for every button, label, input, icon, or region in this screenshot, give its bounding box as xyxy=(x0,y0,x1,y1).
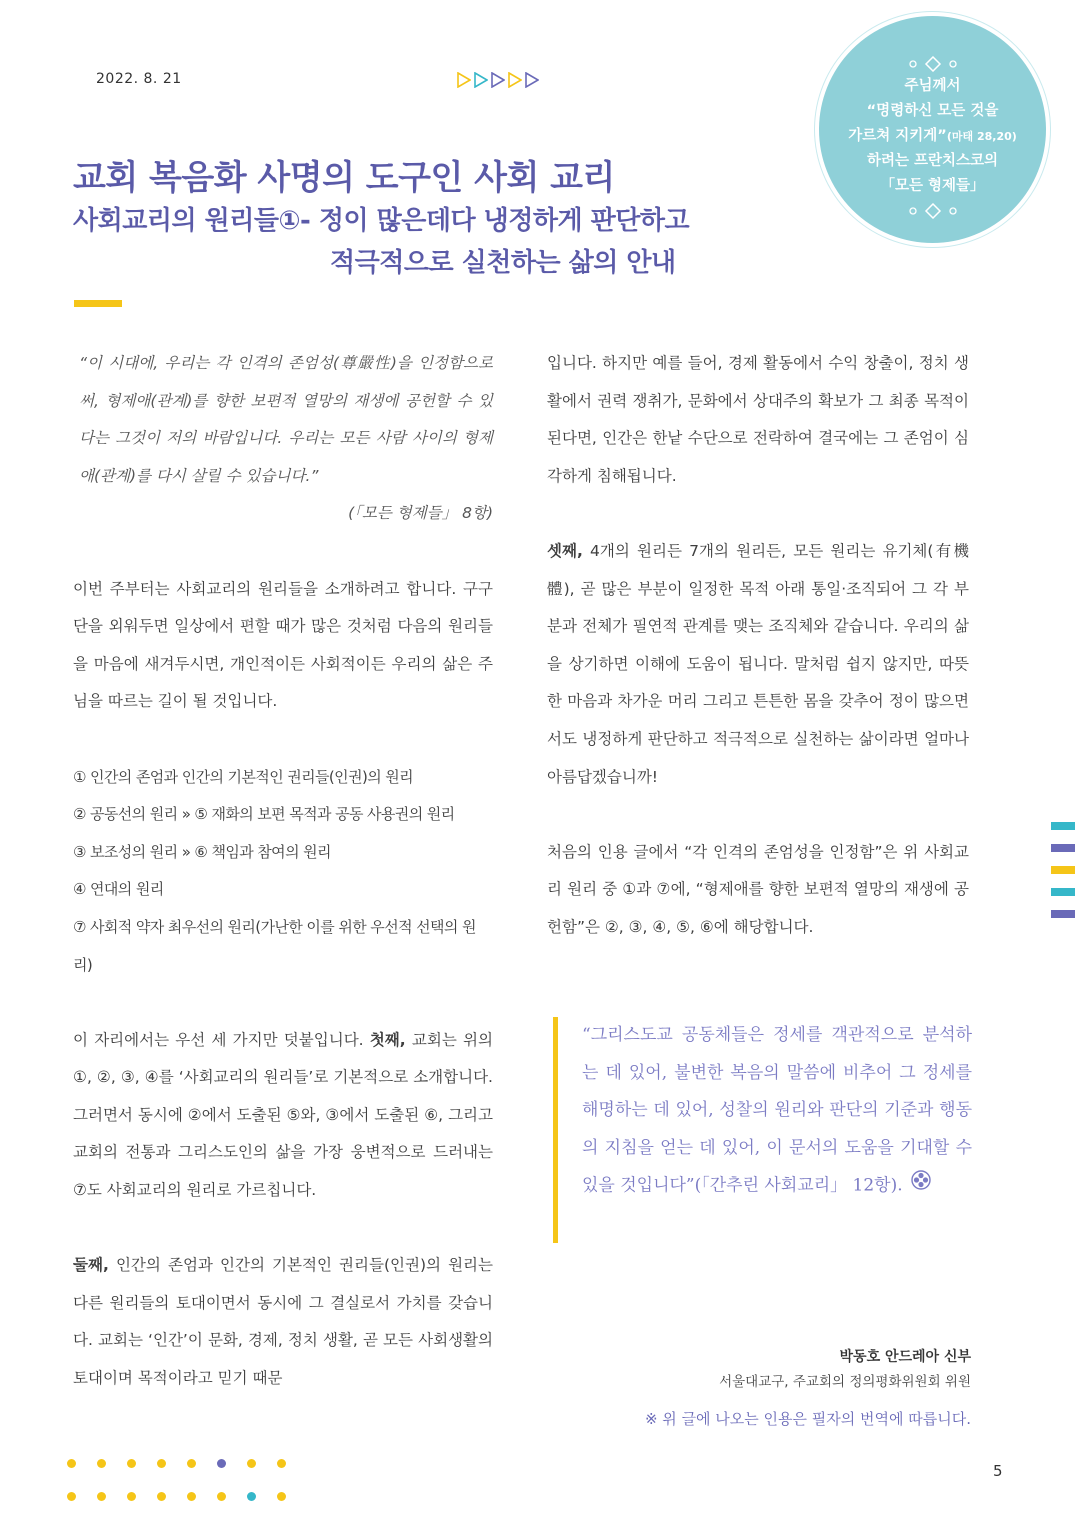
list-item: ② 공동선의 원리 » ⑤ 재화의 보편 목적과 공동 사용권의 원리 xyxy=(73,805,455,824)
dot xyxy=(67,1459,76,1468)
left-column xyxy=(73,345,493,1398)
page-subtitle-line2: 적극적으로 실천하는 삶의 안내 xyxy=(330,248,676,278)
dot xyxy=(217,1459,226,1468)
opening-quote: “이 시대에, 우리는 각 인격의 존엄성(尊嚴性)을 인정함으로써, 형제애(관계)를 향한 보편적 열망의 재생에 공헌할 수 있다는 그것이 저의 바람입니다. 우리는 모든 사람 사이의 형제애(관계)를 다시 살릴 수 있습니다.” xyxy=(79,354,493,485)
dot xyxy=(157,1459,166,1468)
translation-note: ※ 위 글에 나오는 인용은 필자의 번역에 따릅니다. xyxy=(644,1410,971,1428)
third-point-paragraph xyxy=(547,533,969,796)
diamond-ornament-icon xyxy=(819,203,1046,219)
side-mark xyxy=(1051,866,1075,874)
dot xyxy=(97,1492,106,1501)
arrow-decoration xyxy=(457,72,539,88)
side-mark xyxy=(1051,910,1075,918)
text-run: 인간의 존엄과 인간의 기본적인 권리들(인권)의 원리는 다른 원리들의 토대이면서 동시에 그 결실로서 가치를 갖습니다. 교회는 ‘인간’이 문화, 경제, 정치 생활, 곧 모든 사회생활의 토대이며 목적이라고 믿기 때문 xyxy=(73,1256,493,1388)
text-run: 4개의 원리든 7개의 원리든, 모든 원리는 유기체(有機體), 곧 많은 부분이 일정한 목적 아래 통일·조직되어 그 각 부분과 전체가 필연적 관계를 맺는 조직체와 같습니다. 우리의 삶을 상기하면 이해에 도움이 됩니다. 말처럼 쉽지 않지만, 따뜻한 마음과 차가운 머리 그리고 튼튼한 몸을 갖추어 정이 많으면서도 냉정하게 판단하고 적극적으로 실천하는 삶이라면 얼마나 아름답겠습니까! xyxy=(547,541,969,786)
dot xyxy=(187,1459,196,1468)
point-label: 첫째, xyxy=(369,1030,406,1049)
author-affiliation: 서울대교구, 주교회의 정의평화위원회 위원 xyxy=(719,1374,971,1390)
arrow-icon xyxy=(457,72,471,88)
dot xyxy=(127,1459,136,1468)
page-number: 5 xyxy=(993,1462,1003,1480)
dot xyxy=(187,1492,196,1501)
list-item: ⑦ 사회적 약자 최우선의 원리(가난한 이를 위한 우선적 선택의 원리) xyxy=(73,917,476,974)
arrow-icon xyxy=(508,72,522,88)
badge-text xyxy=(819,74,1046,199)
point-label: 둘째, xyxy=(73,1256,109,1275)
text-run: 이 자리에서는 우선 세 가지만 덧붙입니다. xyxy=(73,1030,370,1049)
dot-row-decoration xyxy=(67,1492,286,1501)
dot xyxy=(127,1492,136,1501)
side-mark xyxy=(1051,844,1075,852)
badge-line: 주님께서 xyxy=(904,78,961,94)
dot xyxy=(157,1492,166,1501)
quote-source: (「모든 형제들」 8항) xyxy=(348,504,493,523)
badge-line-main: 가르쳐 지키게” xyxy=(848,128,947,144)
side-mark xyxy=(1051,888,1075,896)
side-color-marks xyxy=(1051,822,1075,932)
dot xyxy=(277,1459,286,1468)
side-mark xyxy=(1051,822,1075,830)
dot xyxy=(247,1459,256,1468)
page-title: 교회 복음화 사명의 도구인 사회 교리 xyxy=(73,158,615,198)
arrow-icon xyxy=(491,72,505,88)
badge-line xyxy=(819,124,1046,149)
continued-paragraph: 입니다. 하지만 예를 들어, 경제 활동에서 수익 창출이, 정치 생활에서 권력 쟁취가, 문화에서 상대주의 확보가 그 최종 목적이 된다면, 인간은 한낱 수단으로 전락하여 결국에는 그 존엄이 심각하게 침해됩니다. xyxy=(547,354,969,485)
dot xyxy=(97,1459,106,1468)
text-run: 교회는 위의 ①, ②, ③, ④를 ‘사회교리의 원리들’로 기본적으로 소개합니다. 그러면서 동시에 ②에서 도출된 ⑤와, ③에서 도출된 ⑥, 그리고 교회의 전통과 그리스도인의 삶을 가장 웅변적으로 드러내는 ⑦도 사회교리의 원리로 가르칩니다. xyxy=(73,1030,493,1200)
point-label: 셋째, xyxy=(547,541,583,560)
list-item: ④ 연대의 원리 xyxy=(73,880,164,899)
blockquote-text: “그리스도교 공동체들은 정세를 객관적으로 분석하는 데 있어, 불변한 복음의 말씀에 비추어 그 정세를 해명하는 데 있어, 성찰의 원리와 판단의 기준과 행동의 지침을 얻는 데 있어, 이 문서의 도움을 기대할 수 있을 것입니다”(「간추린 사회교리」 12항). xyxy=(582,1025,972,1196)
badge-line: “명령하신 모든 것을 xyxy=(866,103,999,119)
arrow-icon xyxy=(474,72,488,88)
dot-row-decoration xyxy=(67,1459,286,1468)
series-badge xyxy=(815,12,1050,247)
dot xyxy=(217,1492,226,1501)
second-point-paragraph xyxy=(73,1247,493,1397)
arrow-icon xyxy=(525,72,539,88)
page-subtitle-line1: 사회교리의 원리들①- 정이 많은데다 냉정하게 판단하고 xyxy=(73,206,690,236)
flower-emblem-icon xyxy=(911,1167,931,1205)
badge-citation: (마태 28,20) xyxy=(946,130,1017,143)
list-item: ① 인간의 존엄과 인간의 기본적인 권리들(인권)의 원리 xyxy=(73,767,414,786)
principles-list xyxy=(73,759,493,985)
intro-paragraph: 이번 주부터는 사회교리의 원리들을 소개하려고 합니다. 구구단을 외워두면 일상에서 편할 때가 많은 것처럼 다음의 원리들을 마음에 새겨두시면, 개인적이든 사회적이든 우리의 삶은 주님을 따르는 길이 될 것입니다. xyxy=(73,579,493,711)
summary-paragraph: 처음의 인용 글에서 “각 인격의 존엄성을 인정함”은 위 사회교리 원리 중 ①과 ⑦에, “형제애를 향한 보편적 열망의 재생에 공헌함”은 ②, ③, ④, ⑤, ⑥에 해당합니다. xyxy=(547,842,969,936)
title-accent-bar xyxy=(74,300,122,307)
dot xyxy=(67,1492,76,1501)
badge-line: 하려는 프란치스코의 xyxy=(866,153,999,169)
first-point-paragraph xyxy=(73,1022,493,1210)
dot xyxy=(277,1492,286,1501)
badge-line: 「모든 형제들」 xyxy=(880,178,985,194)
compendium-quote xyxy=(553,1017,978,1243)
issue-date: 2022. 8. 21 xyxy=(96,71,182,87)
right-column xyxy=(547,345,969,947)
dot xyxy=(247,1492,256,1501)
diamond-ornament-icon xyxy=(819,56,1046,72)
author-name: 박동호 안드레아 신부 xyxy=(839,1349,971,1365)
list-item: ③ 보조성의 원리 » ⑥ 책임과 참여의 원리 xyxy=(73,842,331,861)
